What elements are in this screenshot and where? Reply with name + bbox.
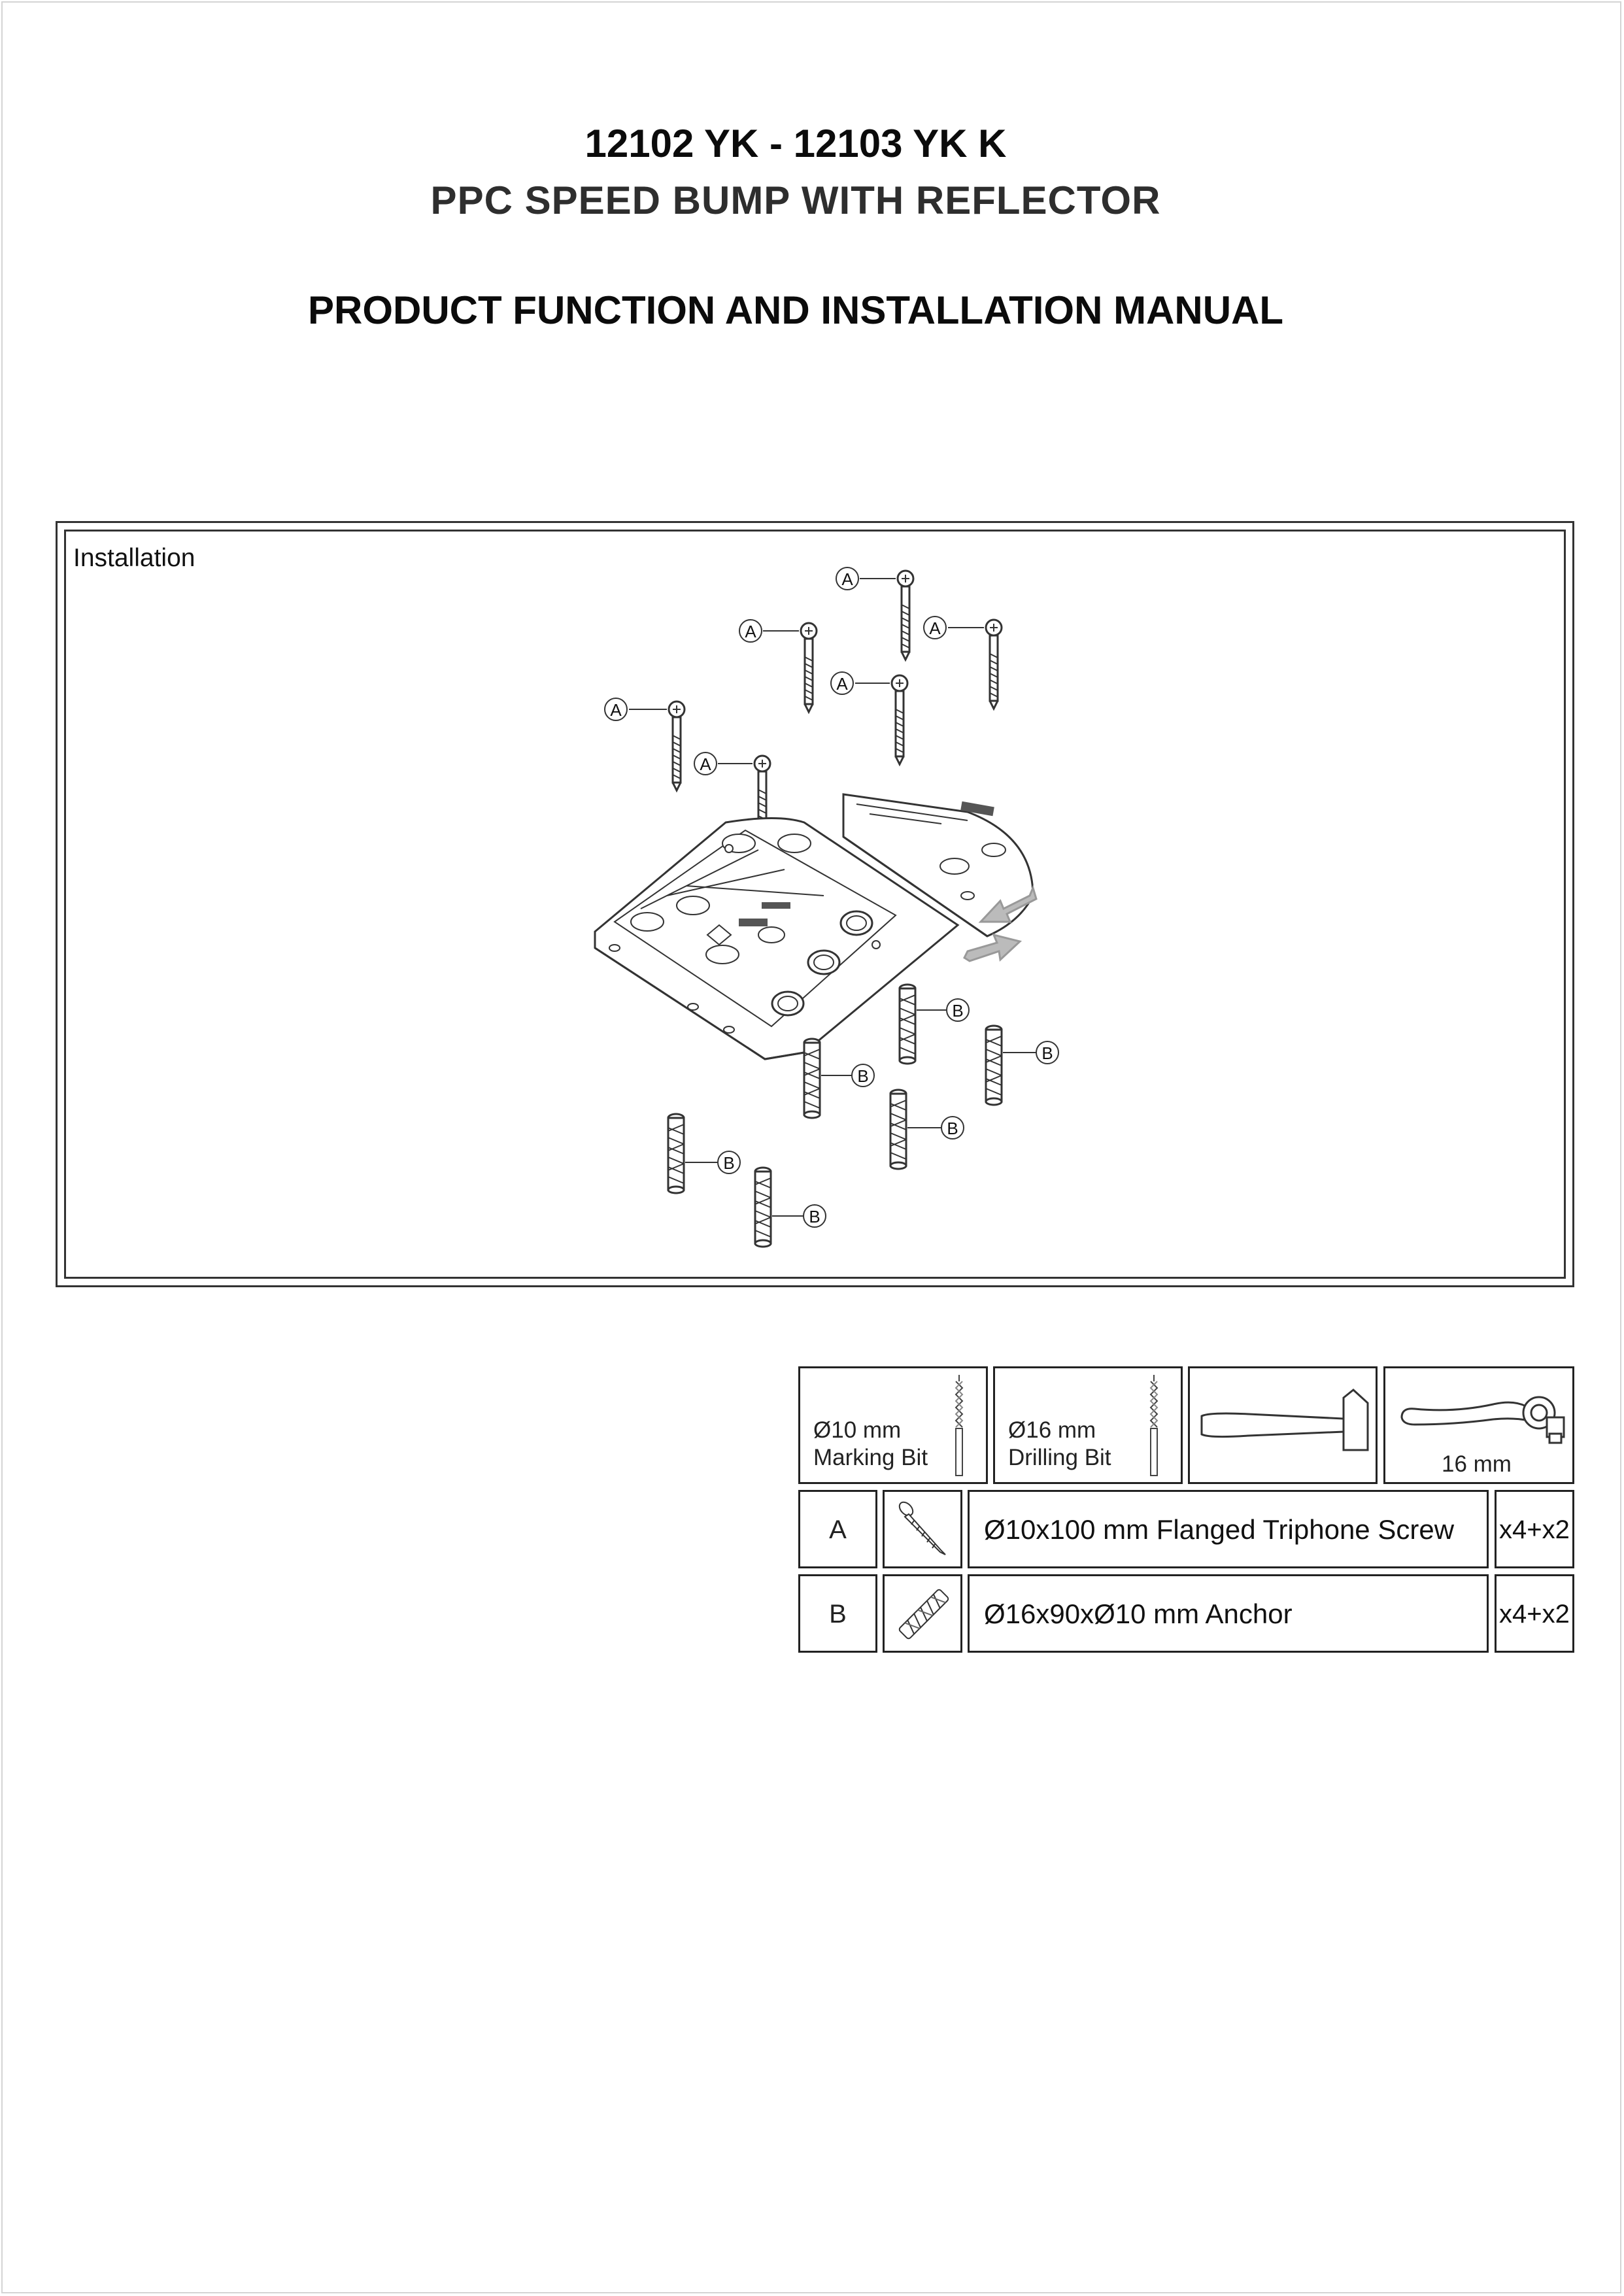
tool-drilling-bit-cell xyxy=(993,1366,1183,1484)
wrench-size: 16 mm xyxy=(1442,1451,1512,1477)
part-B-description-cell xyxy=(968,1574,1489,1653)
manual-title: PRODUCT FUNCTION AND INSTALLATION MANUAL xyxy=(307,288,1284,332)
anchor-B-4 xyxy=(890,1090,964,1169)
part-A-letter: A xyxy=(829,1515,847,1544)
anchor-B-3 xyxy=(804,1039,874,1118)
part-A-quantity-cell xyxy=(1495,1490,1574,1568)
tool-ratchet-cell xyxy=(1383,1366,1574,1484)
svg-text:A: A xyxy=(745,622,756,641)
anchor-B-5 xyxy=(668,1114,740,1193)
ratchet-wrench-icon xyxy=(1395,1381,1568,1447)
marking-bit-label: Marking Bit xyxy=(813,1445,928,1470)
part-A-quantity: x4+x2 xyxy=(1499,1515,1570,1544)
svg-text:A: A xyxy=(610,700,622,720)
part-B-quantity-cell xyxy=(1495,1574,1574,1653)
screw-A-2 xyxy=(739,620,817,712)
svg-text:B: B xyxy=(809,1207,820,1226)
part-A-icon-cell xyxy=(883,1490,962,1568)
part-B-letter-cell xyxy=(798,1574,877,1653)
svg-text:B: B xyxy=(952,1001,964,1021)
model-title: 12102 YK - 12103 YK K xyxy=(584,122,1007,165)
part-B-letter: B xyxy=(829,1600,847,1629)
anchor-B-1 xyxy=(900,985,969,1064)
drilling-bit-size: Ø16 mm xyxy=(1008,1417,1096,1443)
part-A-description-cell xyxy=(968,1490,1489,1568)
screw-A-3 xyxy=(924,616,1002,709)
svg-text:A: A xyxy=(841,569,853,589)
part-B-quantity: x4+x2 xyxy=(1499,1600,1570,1629)
screw-A-4 xyxy=(831,672,907,764)
svg-text:B: B xyxy=(947,1119,958,1138)
installation-diagram xyxy=(575,556,1177,1249)
part-A-description: Ø10x100 mm Flanged Triphone Screw xyxy=(984,1514,1455,1545)
svg-text:B: B xyxy=(723,1153,735,1173)
drilling-bit-label: Drilling Bit xyxy=(1008,1445,1111,1470)
hammer-icon xyxy=(1196,1385,1373,1470)
svg-text:B: B xyxy=(1041,1043,1053,1063)
anchor-icon xyxy=(894,1583,953,1646)
tool-marking-bit-cell xyxy=(798,1366,988,1484)
installation-label: Installation xyxy=(73,544,195,572)
anchor-B-2 xyxy=(986,1026,1058,1105)
anchor-B-6 xyxy=(755,1168,826,1247)
svg-text:B: B xyxy=(857,1066,869,1086)
tool-hammer-cell xyxy=(1188,1366,1378,1484)
screw-icon xyxy=(894,1498,953,1561)
part-B-icon-cell xyxy=(883,1574,962,1653)
drill-bit-icon xyxy=(1144,1374,1164,1478)
marking-bit-size: Ø10 mm xyxy=(813,1417,902,1443)
svg-text:A: A xyxy=(836,674,848,694)
screw-A-1 xyxy=(836,567,913,660)
drill-bit-icon xyxy=(949,1374,969,1478)
svg-text:A: A xyxy=(700,754,711,774)
product-title: PPC SPEED BUMP WITH REFLECTOR xyxy=(430,178,1161,222)
part-A-letter-cell xyxy=(798,1490,877,1568)
screw-A-5 xyxy=(605,698,685,790)
part-B-description: Ø16x90xØ10 mm Anchor xyxy=(984,1598,1293,1629)
svg-text:A: A xyxy=(929,618,941,638)
